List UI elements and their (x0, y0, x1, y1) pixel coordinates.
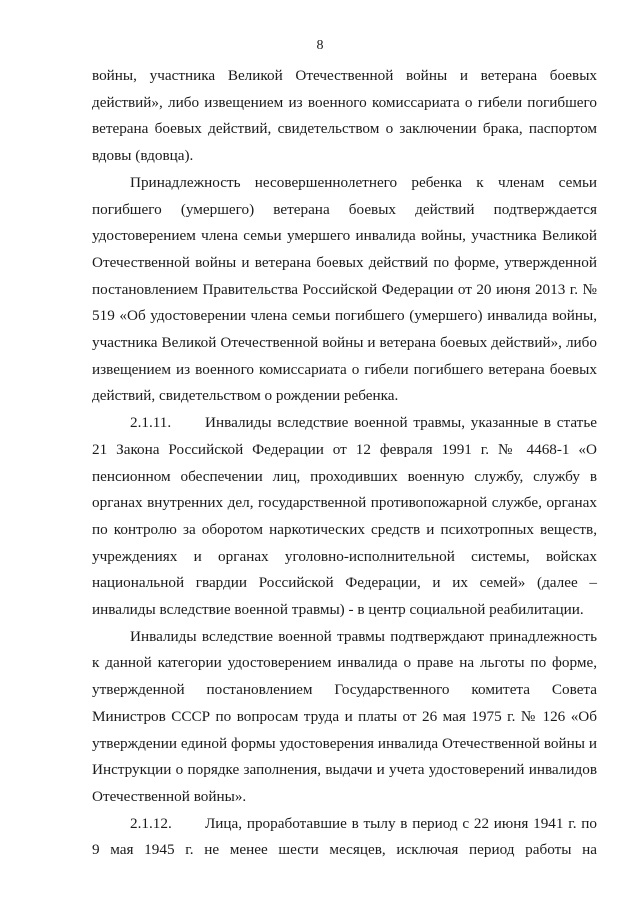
paragraph (92, 811, 597, 864)
paragraph (92, 624, 597, 811)
clause-number: 2.1.11. (130, 414, 172, 432)
page-number: 8 (316, 38, 324, 53)
clause-number: 2.1.12. (130, 814, 172, 832)
paragraph (92, 170, 597, 410)
document-body (92, 63, 597, 864)
paragraph (92, 63, 597, 170)
paragraph-text: Лица, проработавшие в тылу в период с 22 июня 1941 г. по 9 мая 1945 г. не менее шести месяцев, исключая период работы на (92, 814, 597, 859)
paragraph (92, 410, 597, 624)
paragraph-text: Инвалиды вследствие военной травмы, указанные в статье 21 Закона Российской Федерации от 12 февраля 1991 г. № 4468-1 «О пенсионном обеспечении лиц, проходивших военную службу, службу в органах внутренних дел, государственной противопожарной службе, органах по контролю за оборотом наркотических средств и психотропных веществ, учреждениях и органах уголовно-исполнительной системы, войсках национальной гвардии Российской Федерации, и их семей» (далее – инвалиды вследствие военной травмы) - в центр социальной реабилитации. (92, 414, 597, 619)
paragraph-text: Инвалиды вследствие военной травмы подтверждают принадлежность к данной категории удостоверением инвалида о праве на льготы по форме, утвержденной постановлением Государственного комитета Совета Министров СССР по вопросам труда и платы от 26 мая 1975 г. № 126 «Об утверждении единой формы удостоверения инвалида Отечественной войны и Инструкции о порядке заполнения, выдачи и учета удостоверений инвалидов Отечественной войны». (92, 627, 597, 805)
paragraph-text: Принадлежность несовершеннолетнего ребенка к членам семьи погибшего (умершего) ветерана боевых действий подтверждается удостоверением члена семьи умершего инвалида войны, участника Великой Отечественной войны и ветерана боевых действий по форме, утвержденной постановлением Правительства Российской Федерации от 20 июня 2013 г. № 519 «Об удостоверении члена семьи погибшего (умершего) инвалида войны, участника Великой Отечественной войны и ветерана боевых действий», либо извещением из военного комиссариата о гибели погибшего ветерана боевых действий, свидетельством о рождении ребенка. (92, 173, 597, 405)
paragraph-text: войны, участника Великой Отечественной войны и ветерана боевых действий», либо извещением из военного комиссариата о гибели погибшего ветерана боевых действий, свидетельством о заключении брака, паспортом вдовы (вдовца). (92, 67, 597, 165)
